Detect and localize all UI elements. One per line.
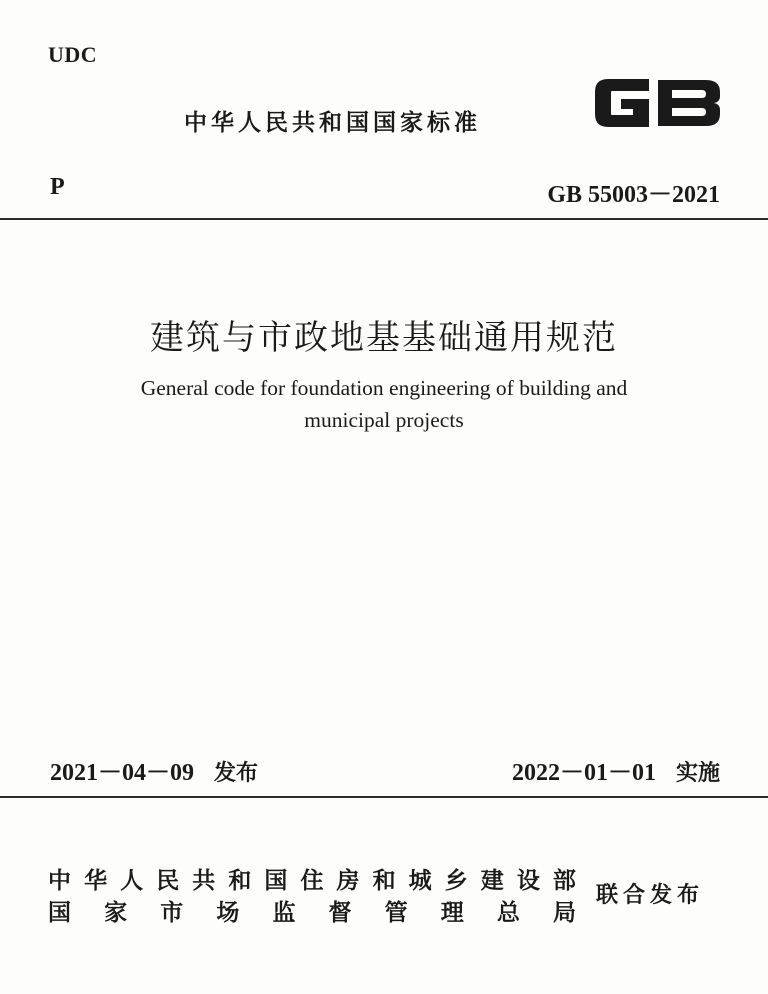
issuer-char: 城 [408, 868, 432, 894]
issuer-char: 和 [372, 868, 396, 894]
title-english-line1: General code for foundation engineering of building and [140, 376, 628, 400]
joint-issue-label: 联合发布 [596, 883, 705, 908]
title-english [60, 372, 708, 436]
issuer-char: 住 [300, 868, 324, 894]
issuer-char: 和 [228, 868, 252, 894]
title-chinese: 建筑与市政地基基础通用规范 [150, 318, 618, 358]
issuer-char: 总 [496, 900, 520, 926]
effective-label: 实施 [675, 761, 720, 786]
issuer-char: 国 [264, 868, 288, 894]
issuer-char: 督 [328, 900, 352, 926]
title-english-line2: municipal projects [304, 408, 464, 432]
effective-date-block [512, 752, 720, 787]
issuer-char: 部 [552, 868, 576, 894]
issuer-char: 国 [48, 900, 71, 926]
issuer-line-1 [48, 862, 576, 895]
issuer-char: 建 [480, 868, 504, 894]
issue-date: 2021－04－09 [50, 760, 194, 786]
issuer-char: 家 [104, 900, 128, 926]
standard-type: 中华人民共和国国家标准 [184, 110, 481, 136]
issuer-char: 乡 [444, 868, 468, 894]
issuer-char: 人 [120, 868, 144, 894]
issuer-char: 华 [84, 868, 108, 894]
issuer-char: 局 [552, 900, 576, 926]
category-code: P [50, 174, 65, 200]
udc-label: UDC [48, 42, 98, 67]
issuer-char: 共 [192, 868, 216, 894]
issue-date-block [50, 752, 258, 787]
issuer-char: 民 [156, 868, 180, 894]
effective-date: 2022－01－01 [511, 760, 656, 786]
issuer-line-2 [48, 894, 576, 927]
issuer-char: 管 [384, 900, 408, 926]
issue-label: 发布 [214, 761, 259, 786]
issuer-char: 中 [48, 868, 71, 894]
issuer-char: 市 [160, 900, 184, 926]
gb-logo-icon [588, 70, 728, 136]
issuer-char: 理 [440, 900, 464, 926]
standard-number: GB 55003－2021 [547, 182, 720, 208]
bottom-divider [0, 796, 768, 798]
issuer-char: 设 [516, 868, 540, 894]
issuer-char: 房 [336, 868, 360, 894]
issuer-char: 场 [216, 900, 240, 926]
issuer-char: 监 [272, 900, 296, 926]
top-divider [0, 218, 768, 220]
